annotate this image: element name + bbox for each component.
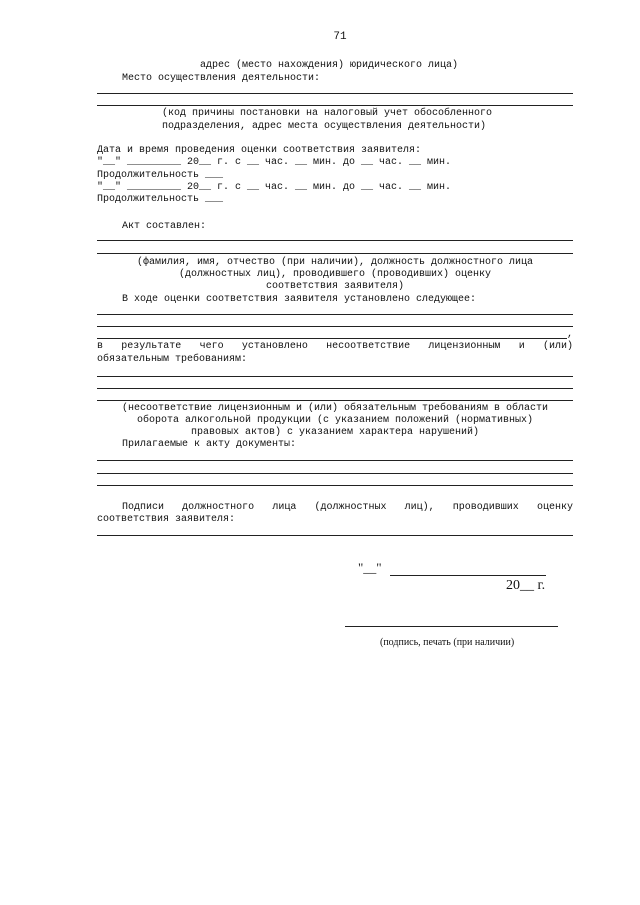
text-line: "__" _________ 20__ г. с __ час. __ мин. до __ час. __ мин.: [97, 182, 452, 193]
justified-line: [122, 502, 573, 514]
fill-line: [97, 253, 573, 254]
text-line: Дата и время проведения оценки соответствия заявителя:: [97, 145, 422, 156]
text-line: Место осуществления деятельности:: [122, 73, 321, 84]
signature-line: [345, 626, 558, 627]
fill-line: [97, 105, 573, 106]
fill-line: [97, 326, 573, 327]
fill-line: [97, 376, 573, 377]
word: должностного: [182, 502, 255, 513]
date-month-line: [390, 575, 546, 576]
word: установлено: [241, 341, 308, 352]
fill-line: [97, 485, 573, 486]
fill-line: [97, 400, 573, 401]
date-day: "__": [358, 560, 382, 575]
word: (или): [542, 341, 573, 352]
text-line: В ходе оценки соответствия заявителя установлено следующее:: [122, 294, 477, 305]
fill-line: [97, 314, 573, 315]
text-line: Прилагаемые к акту документы:: [122, 439, 297, 450]
page-number: 71: [333, 31, 347, 43]
fill-line: [97, 460, 573, 461]
text-line: Акт составлен:: [122, 221, 207, 232]
word: оценку: [536, 502, 573, 513]
word: (должностных: [314, 502, 387, 513]
signature-caption: (подпись, печать (при наличии): [380, 637, 515, 648]
text-line: правовых актов) с указанием характера нарушений): [190, 427, 480, 438]
text-line: (код причины постановки на налоговый учет обособленного: [162, 108, 493, 119]
text-line: подразделения, адрес места осуществления деятельности): [162, 121, 487, 132]
fill-line: [97, 388, 573, 389]
word: в: [97, 341, 104, 352]
word: лицензионным: [428, 341, 501, 352]
text-line: "__" _________ 20__ г. с __ час. __ мин. до __ час. __ мин.: [97, 157, 452, 168]
date-year: 20__ г.: [506, 578, 546, 593]
word: проводивших: [452, 502, 519, 513]
word: результате: [121, 341, 182, 352]
text-line: адрес (место нахождения) юридического лица): [200, 60, 459, 71]
word: и: [518, 341, 525, 352]
text-line: оборота алкогольной продукции (с указанием положений (нормативных): [136, 415, 534, 426]
fill-line: [97, 93, 573, 94]
fill-line: [97, 535, 573, 536]
text-line: обязательным требованиям:: [97, 354, 248, 365]
text-line: Продолжительность ___: [97, 194, 224, 205]
justified-line: [97, 341, 573, 353]
text-line: Продолжительность ___: [97, 170, 224, 181]
word: лиц),: [404, 502, 435, 513]
fill-line: [97, 338, 567, 339]
text-line: соответствия заявителя): [265, 281, 405, 292]
text-line: (фамилия, имя, отчество (при наличии), должность должностного лица: [136, 257, 534, 268]
text-line: соответствия заявителя:: [97, 514, 236, 525]
text-line: (несоответствие лицензионным и (или) обязательным требованиям в области: [121, 403, 549, 414]
word: чего: [199, 341, 224, 352]
word: лица: [272, 502, 297, 513]
fill-line: [97, 240, 573, 241]
word: несоответствие: [326, 341, 411, 352]
text-line: (должностных лиц), проводившего (проводивших) оценку: [178, 269, 492, 280]
word: Подписи: [122, 502, 165, 513]
text-line: ,: [567, 329, 574, 340]
fill-line: [97, 473, 573, 474]
